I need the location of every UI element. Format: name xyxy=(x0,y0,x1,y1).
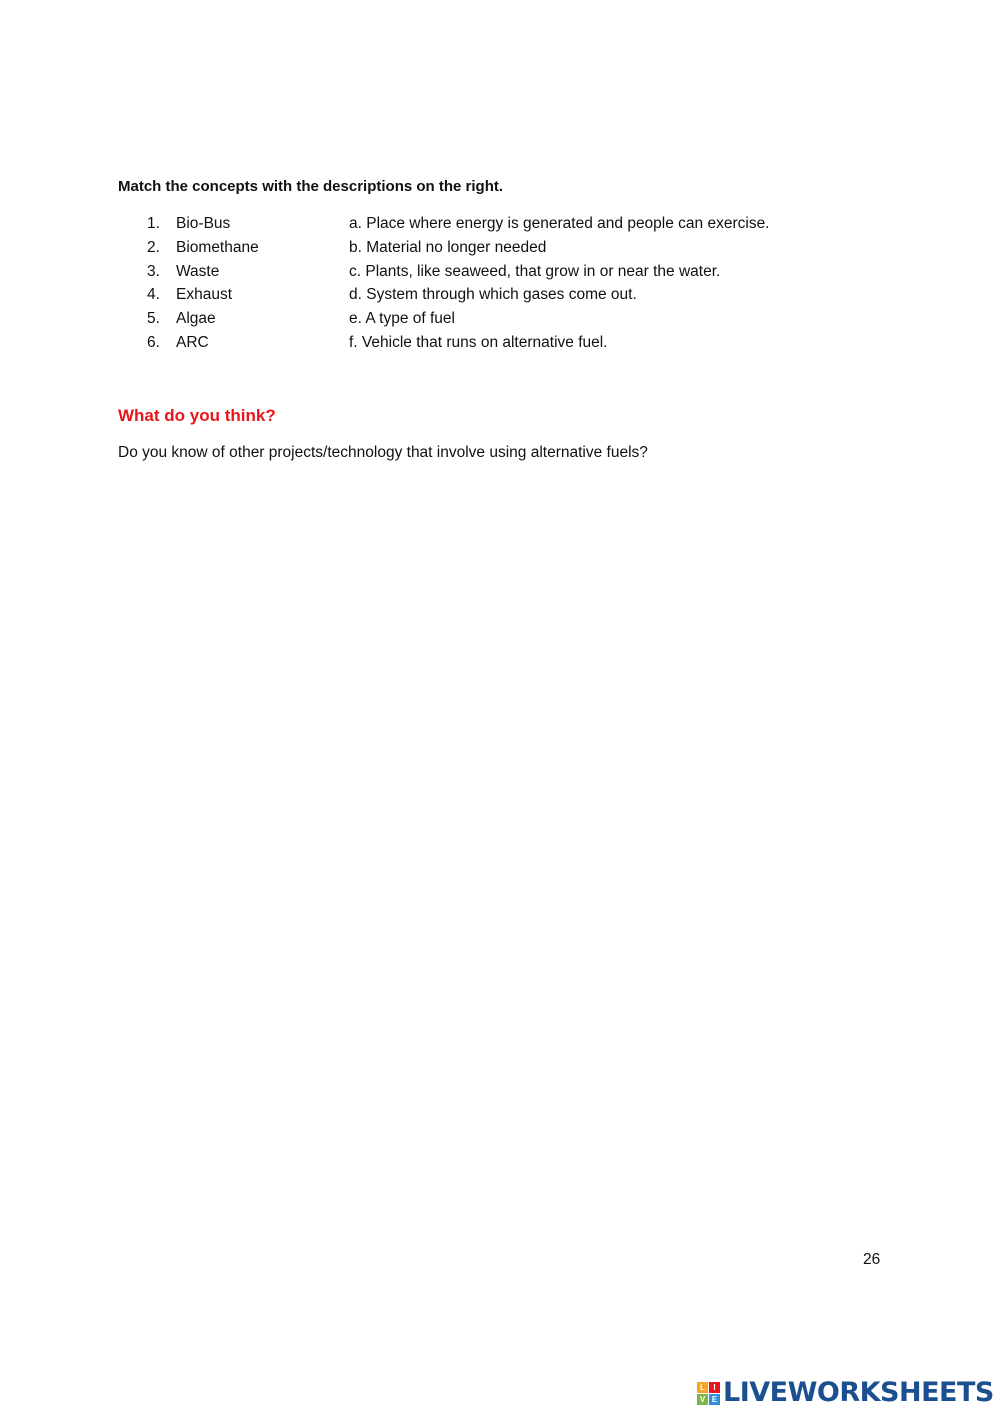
match-row xyxy=(0,260,1000,284)
match-number: 4. xyxy=(147,286,160,304)
match-description: f. Vehicle that runs on alternative fuel. xyxy=(349,333,608,351)
match-row xyxy=(0,283,1000,307)
match-row xyxy=(0,331,1000,355)
matching-list xyxy=(0,212,1000,355)
match-term: Algae xyxy=(176,310,216,328)
match-number: 2. xyxy=(147,238,160,256)
match-term: Waste xyxy=(176,262,220,280)
match-term: Exhaust xyxy=(176,286,233,304)
logo-tile: L xyxy=(697,1382,708,1393)
match-description: a. Place where energy is generated and people can exercise. xyxy=(349,215,770,232)
logo-tile: V xyxy=(697,1394,708,1405)
match-row xyxy=(0,212,1000,236)
match-number: 6. xyxy=(147,333,160,351)
match-description: c. Plants, like seaweed, that grow in or near the water. xyxy=(349,262,721,280)
match-description: d. System through which gases come out. xyxy=(349,286,637,304)
match-term: Bio-Bus xyxy=(176,215,231,232)
discussion-question: Do you know of other projects/technology that involve using alternative fuels? xyxy=(118,444,648,461)
page-number: 26 xyxy=(863,1251,881,1268)
match-row xyxy=(0,307,1000,331)
brand-footer[interactable] xyxy=(697,1379,994,1407)
section-heading: What do you think? xyxy=(118,406,276,425)
liveworksheets-logo-icon xyxy=(697,1382,720,1405)
match-row xyxy=(0,236,1000,260)
match-number: 5. xyxy=(147,310,160,328)
logo-tile: E xyxy=(709,1394,720,1405)
match-term: Biomethane xyxy=(176,238,259,256)
brand-name: LIVEWORKSHEETS xyxy=(723,1377,994,1408)
match-number: 1. xyxy=(147,215,160,232)
match-term: ARC xyxy=(176,333,209,351)
match-number: 3. xyxy=(147,262,160,280)
match-description: b. Material no longer needed xyxy=(349,238,547,256)
logo-tile: I xyxy=(709,1382,720,1393)
match-description: e. A type of fuel xyxy=(349,310,455,328)
instruction-text: Match the concepts with the descriptions on the right. xyxy=(118,178,504,195)
